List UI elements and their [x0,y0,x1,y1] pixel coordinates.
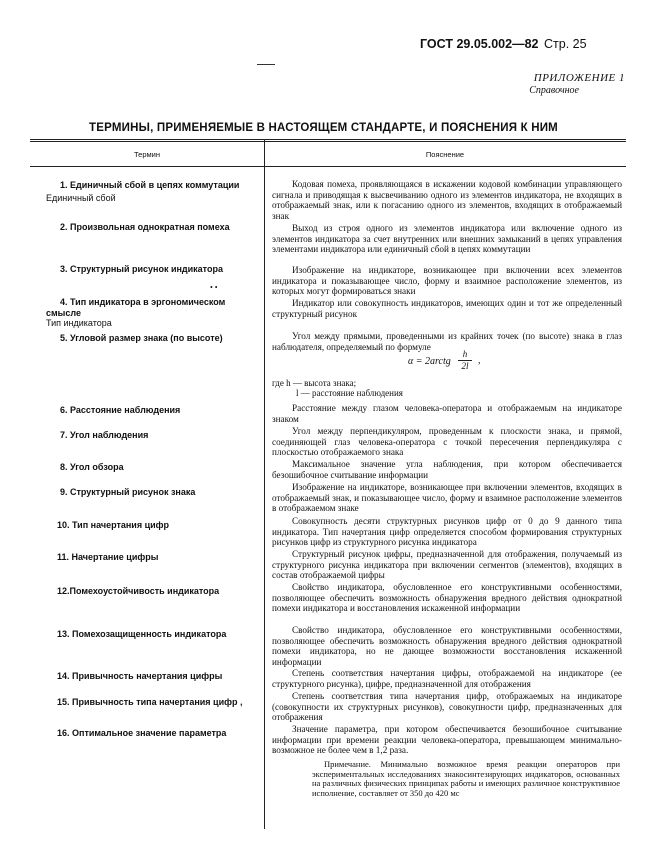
table-top-rule [30,139,626,140]
column-header-explanation: Пояснение [425,150,465,159]
term-6: 6. Расстояние наблюдения [60,405,181,415]
explanation-10: Совокупность десяти структурных рисунков цифр от 0 до 9 данного типа индикатора. Тип начертания цифр определяется способом формирования структурных рисунков цифр из структурного рисунка индикатора [272,516,622,548]
term-16: 16. Оптимальное значение параметра [57,728,227,738]
explanation-12: Свойство индикатора, обусловленное его конструктивными особенностями, позволяющее обеспечить возможность обнаружения вредного действия однократной помехи индикатора и восстановления искаженной информации [272,582,622,614]
term-15: 15. Привычность типа начертания цифр , [57,697,243,707]
explanation-9: Изображение на индикаторе, возникающее при включении элементов, входящих в отображаемый знак, и показывающее число, форму и взаимное расположение элементов в отображаемом знаке [272,482,622,514]
term-4-short: Тип индикатора [46,318,112,328]
formula-comma: , [478,355,481,366]
explanation-16: Значение параметра, при котором обеспечивается безошибочное считывание информации при времени реакции человека-оператора, превышающем минимально-возможное не более чем в 1,2 раза. [272,724,622,756]
term-1-short: Единичный сбой [46,193,116,203]
formula-denominator: 2l [458,360,472,372]
explanation-13: Свойство индикатора, обусловленное его конструктивными особенностями, позволяющее обеспечить возможность обнаружения вредного действия однократной помехи индикатора, но не дающее возможности восстановления искаженной информации [272,625,622,667]
term-4: 4. Тип индикатора в эргономическом смысле [46,297,226,318]
term-8: 8. Угол обзора [60,462,124,472]
appendix-label: ПРИЛОЖЕНИЕ 1 [533,72,625,84]
term-13: 13. Помехозащищенность индикатора [57,629,227,639]
stray-mark: • • [210,283,218,292]
term-12: 12.Помехоустойчивость индикатора [57,586,220,596]
column-divider [264,139,265,829]
formula-fraction [458,349,472,372]
term-9: 9. Структурный рисунок знака [60,487,196,497]
appendix-reference: Справочное [529,85,579,96]
explanation-8: Максимальное значение угла наблюдения, при котором обеспечивается безошибочное считывание информации [272,459,622,480]
formula-numerator: h [462,349,468,359]
explanation-14: Степень соответствия начертания цифры, отображаемой на индикаторе (ее структурного рисунка), цифре, предназначенной для отображения [272,668,622,689]
explanation-5: Угол между прямыми, проведенными из крайних точек (по высоте) знака в глаз наблюдателя, определяемый по формуле [272,331,622,352]
table-top-rule-2 [30,141,626,142]
footnote: Примечание. Минимально возможное время реакции операторов при экспериментальных исследованиях знакосинтезирующих индикаторов, основанных на различных физических принципах работы и имеющих различное конструктивное исполнение, составляет от 350 до 420 мс [312,759,620,798]
column-header-term: Термин [134,150,160,159]
scan-mark [257,64,275,65]
page-title: ТЕРМИНЫ, ПРИМЕНЯЕМЫЕ В НАСТОЯЩЕМ СТАНДАРТЕ, И ПОЯСНЕНИЯ К НИМ [89,122,558,134]
term-2: 2. Произвольная однократная помеха [60,222,230,232]
explanation-1: Кодовая помеха, проявляющаяся в искажении кодовой комбинации управляющего сигнала и приводящая к высвечиванию одного из элементов индикатора, не входящих в отображаемый знак, или к погасанию одного из элементов, входящих в отображаемый знак [272,179,622,221]
term-5: 5. Угловой размер знака (по высоте) [60,333,223,343]
explanation-6: Расстояние между глазом человека-оператора и отображаемым на индикаторе знаком [272,403,622,424]
explanation-7: Угол между перпендикуляром, проведенным к плоскости знака, и прямой, соединяющей глаз человека-оператора с точкой пересечения перпендикуляра с плоскостью отображаемого знака [272,426,622,458]
term-7: 7. Угол наблюдения [60,430,149,440]
standard-number: ГОСТ 29.05.002—82 [420,37,539,51]
header-divider [30,166,626,167]
explanation-15: Степень соответствия типа начертания цифр, отображаемых на индикаторе (совокупности их структурных рисунков), совокупности цифр, предназначенных для отображения [272,691,622,723]
term-3: 3. Структурный рисунок индикатора [60,264,223,274]
explanation-2: Выход из строя одного из элементов индикатора или включение одного из элементов индикатора за счет внутренних или внешних замыканий в цепях управления элементами индикатора или единичный сбой в цепях коммутации [272,223,622,255]
explanation-3: Изображение на индикаторе, возникающее при включении всех элементов индикатора и показывающее число, форму и взаимное расположение элементов, из которых могут формироваться знаки [272,265,622,297]
term-1: 1. Единичный сбой в цепях коммутации [60,180,240,190]
explanation-11: Структурный рисунок цифры, предназначенной для отображения, получаемый из структурного рисунка индикатора при включении сегментов (элементов), входящих в состав отображаемой цифры [272,549,622,581]
explanation-4: Индикатор или совокупность индикаторов, имеющих один и тот же определенный структурный рисунок [272,298,622,319]
formula-where-l: l — расстояние наблюдения [296,388,403,398]
term-10: 10. Тип начертания цифр [57,520,170,530]
page-number: Стр. 25 [544,37,587,51]
formula-where-h: где h — высота знака; [272,378,357,388]
formula-lhs: α = 2arctg [408,356,451,367]
term-14: 14. Привычность начертания цифры [57,671,223,681]
formula [408,356,451,367]
term-11: 11. Начертание цифры [57,552,159,562]
